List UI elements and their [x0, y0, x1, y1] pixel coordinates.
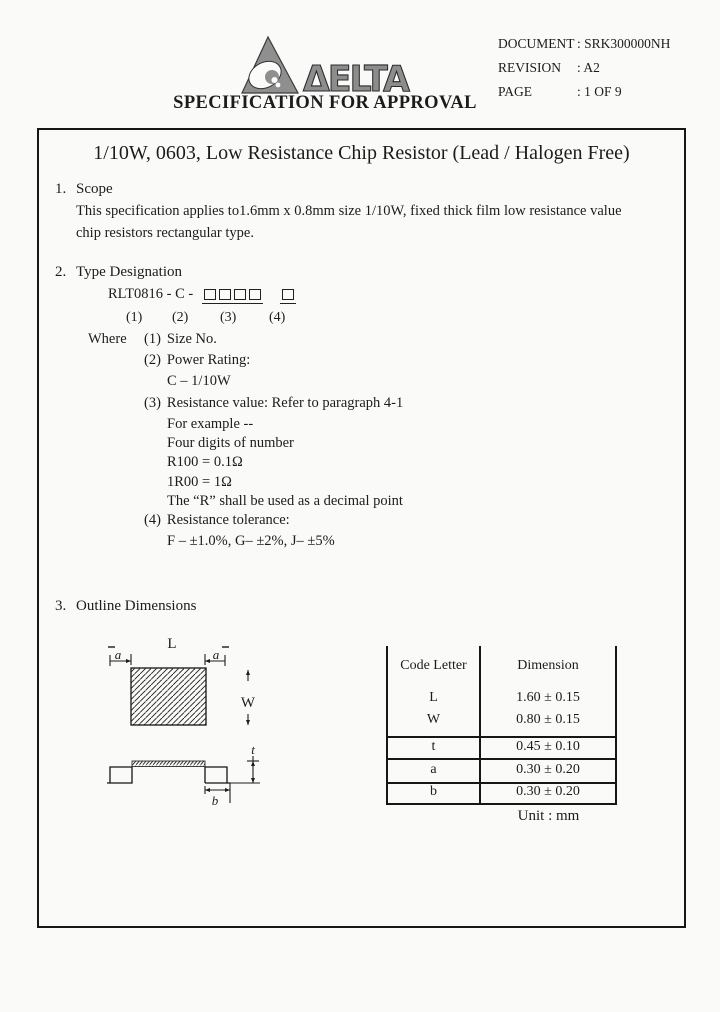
dim-label-W: W — [240, 695, 256, 711]
group-label-4: (4) — [269, 310, 286, 325]
section1-heading: Scope — [76, 181, 113, 197]
table-border-bottom — [386, 803, 617, 805]
item4-text: Resistance tolerance: — [166, 512, 290, 528]
section3-number: 3. — [55, 598, 67, 614]
table-row-t-value: 0.45 ± 0.10 — [516, 739, 580, 754]
table-row-a-letter: a — [430, 762, 437, 777]
revision-value: : A2 — [577, 60, 600, 75]
dim-label-t: t — [251, 742, 255, 757]
digit-box — [219, 289, 231, 300]
meta-row-page — [498, 84, 670, 108]
unit-note: Unit : mm — [517, 808, 580, 824]
meta-row-document — [498, 36, 670, 60]
table-header-dimension: Dimension — [517, 658, 579, 673]
table-rule — [386, 758, 617, 760]
group-label-3: (3) — [220, 310, 237, 325]
where-label: Where — [88, 331, 127, 347]
chip-element-layer — [132, 761, 205, 767]
table-row-b-letter: b — [430, 784, 437, 799]
table-row-b-value: 0.30 ± 0.20 — [516, 784, 580, 799]
item3-num: (3) — [144, 395, 161, 411]
part-number-prefix: RLT0816 - C - — [108, 286, 194, 302]
section2-heading: Type Designation — [76, 264, 183, 280]
section1-number: 1. — [55, 181, 67, 197]
delta-logo-text: ΔELTA — [303, 59, 411, 99]
section2-number: 2. — [55, 264, 67, 280]
table-row-L-letter: L — [429, 690, 438, 705]
page-label: PAGE — [498, 84, 533, 99]
delta-logo — [228, 27, 422, 99]
item3-sub2: Four digits of number — [167, 435, 294, 451]
delta-swirl-hole — [272, 77, 278, 83]
outline-dimension-drawing — [85, 630, 285, 810]
page-value: : 1 OF 9 — [577, 84, 622, 99]
delta-swirl-tail — [276, 83, 281, 88]
chip-top-view — [131, 668, 206, 725]
dim-label-L: L — [167, 636, 177, 652]
scope-line1: This specification applies to1.6mm x 0.8mm size 1/10W, fixed thick film low resistance value — [76, 203, 622, 219]
item2-sub1: C – 1/10W — [167, 373, 231, 389]
group-label-2: (2) — [172, 310, 189, 325]
table-row-W-letter: W — [426, 712, 441, 727]
item4-sub1: F – ±1.0%, G– ±2%, J– ±5% — [167, 533, 335, 549]
item3-sub1: For example -- — [167, 416, 254, 432]
designation-item-3 — [144, 395, 403, 412]
designation-item-2 — [144, 352, 250, 369]
table-row-W-value: 0.80 ± 0.15 — [516, 712, 580, 727]
dim-label-a-right: a — [212, 647, 220, 662]
table-header-code-letter: Code Letter — [400, 658, 467, 673]
designation-item-1 — [144, 331, 217, 348]
group-label-1: (1) — [126, 310, 143, 325]
document-meta — [498, 36, 670, 108]
approval-title: SPECIFICATION FOR APPROVAL — [173, 93, 477, 113]
dim-label-a-left: a — [114, 647, 122, 662]
delta-swirl-dot — [265, 70, 279, 84]
chip-right-terminal — [205, 767, 230, 783]
digit-box — [234, 289, 246, 300]
item2-text: Power Rating: — [166, 352, 251, 368]
document-value: : SRK300000NH — [577, 36, 671, 51]
table-rule — [386, 736, 617, 738]
item1-num: (1) — [144, 331, 161, 347]
table-row-L-value: 1.60 ± 0.15 — [516, 690, 580, 705]
digit-box — [282, 289, 294, 300]
dim-label-b: b — [211, 793, 219, 808]
dimension-table — [386, 646, 617, 805]
scope-line2: chip resistors rectangular type. — [76, 225, 254, 241]
chip-left-terminal — [107, 767, 132, 783]
document-label: DOCUMENT — [498, 36, 575, 51]
item2-num: (2) — [144, 352, 161, 368]
section3-heading: Outline Dimensions — [76, 598, 197, 614]
document-title: 1/10W, 0603, Low Resistance Chip Resistor (Lead / Halogen Free) — [93, 142, 630, 164]
part-number-row — [108, 286, 296, 304]
table-row-t-letter: t — [431, 739, 436, 754]
digit-box — [249, 289, 261, 300]
item4-num: (4) — [144, 512, 161, 528]
item1-text: Size No. — [166, 331, 217, 347]
designation-item-4 — [144, 512, 290, 529]
table-row-a-value: 0.30 ± 0.20 — [516, 762, 580, 777]
resistance-digit-boxes — [202, 289, 263, 304]
meta-row-revision — [498, 60, 670, 84]
revision-label: REVISION — [498, 60, 561, 75]
digit-box — [204, 289, 216, 300]
tolerance-digit-box — [280, 289, 296, 304]
item3-sub3: R100 = 0.1Ω — [167, 454, 243, 470]
item3-sub4: 1R00 = 1Ω — [167, 474, 232, 490]
item3-text: Resistance value: Refer to paragraph 4-1 — [166, 395, 404, 411]
item3-sub5: The “R” shall be used as a decimal point — [167, 493, 403, 509]
